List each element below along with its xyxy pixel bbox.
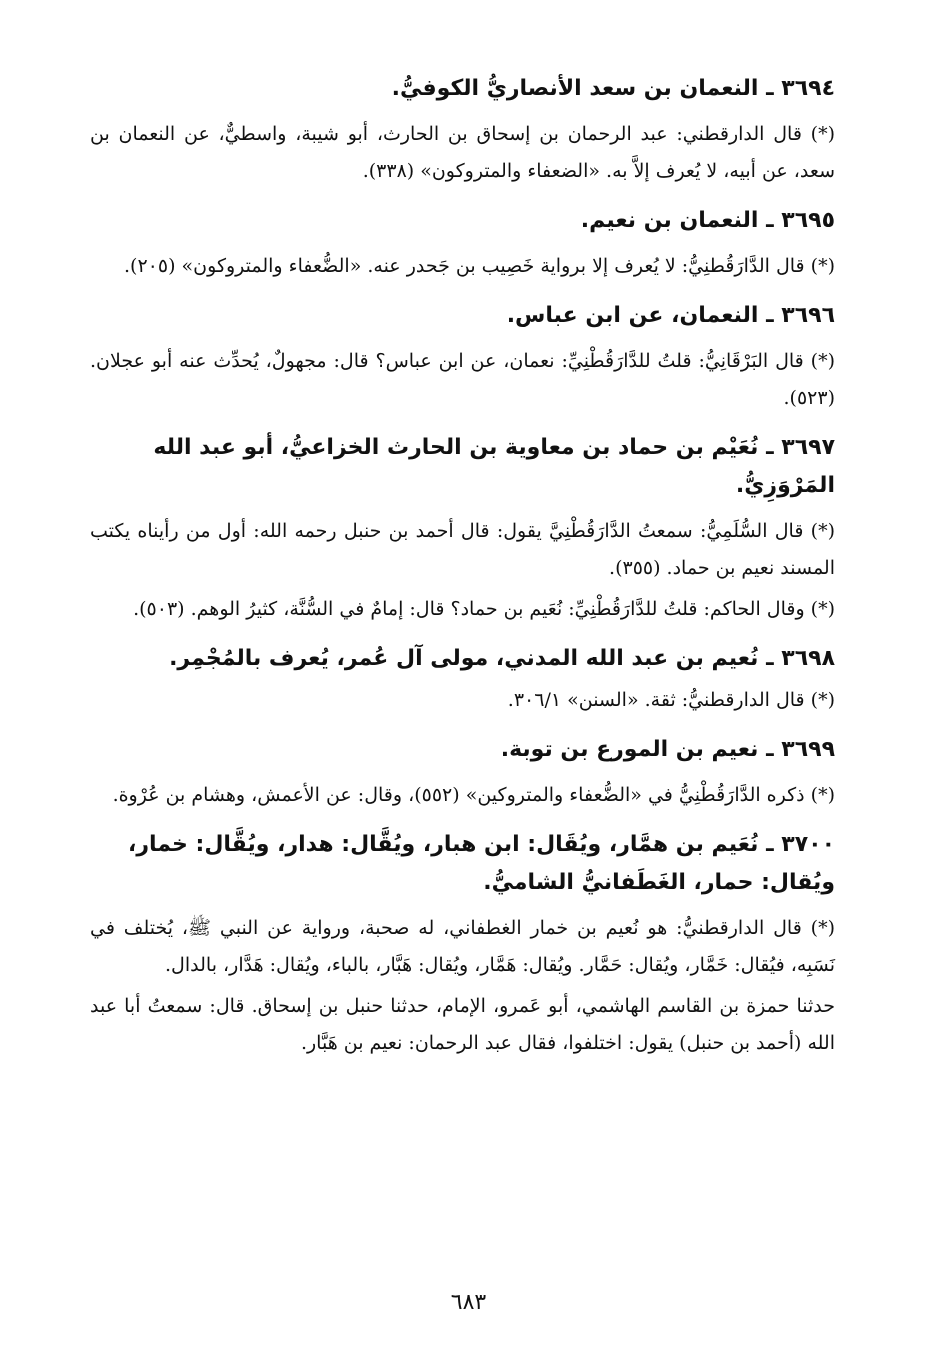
entry-paragraph: (*) قال البَرْقَانِيُّ: قلتُ للدَّارَقُطْنِيِّ: نعمان، عن ابن عباس؟ قال: مجهولٌ، يُحدِّث عنه أبو عجلان. (٥٢٣). (90, 350, 835, 409)
entry-paragraph: (*) قال السُّلَمِيُّ: سمعتُ الدَّارَقُطْنِيَّ يقول: قال أحمد بن حنبل رحمه الله: أول من رأيناه يكتب المسند نعيم بن حماد. (٣٥٥). (90, 520, 835, 579)
entry-3700 (90, 826, 835, 1062)
entry-3699 (90, 731, 835, 814)
entry-heading: ٣٦٩٨ ـ نُعيم بن عبد الله المدني، مولى آل عُمر، يُعرف بالمُجْمِر. (169, 646, 835, 671)
entry-paragraph: (*) قال الدارقطني: عبد الرحمان بن إسحاق بن الحارث، أبو شيبة، واسطيٌّ، عن النعمان بن سعد، عن أبيه، لا يُعرف إلاَّ به. «الضعفاء والمتروكون» (٣٣٨). (90, 123, 835, 182)
entry-3696 (90, 297, 835, 417)
page-number: ٦٨٣ (450, 1290, 487, 1315)
entry-paragraph: حدثنا حمزة بن القاسم الهاشمي، أبو عَمرو، الإمام، حدثنا حنبل بن إسحاق. قال: سمعتُ أبا عبد الله (أحمد بن حنبل) يقول: اختلفوا، فقال عبد الرحمان: نعيم بن هَبَّار. (90, 995, 835, 1054)
entry-heading: ٣٧٠٠ ـ نُعَيم بن همَّار، ويُقَال: ابن هبار، ويُقَّال: هدار، ويُقَّال: خمار، ويُقال: حمار، الغَطَفانيُّ الشاميُّ. (127, 832, 835, 895)
entry-heading: ٣٦٩٧ ـ نُعَيْم بن حماد بن معاوية بن الحارث الخزاعيُّ، أبو عبد الله المَرْوَزِيُّ. (153, 435, 835, 498)
entry-paragraph: (*) قال الدارقطنيُّ: هو نُعيم بن خمار الغطفاني، له صحبة، ورواية عن النبي ﷺ، يُختلف في نَسَبِه، فيُقال: خَمَّار، ويُقال: حَمَّار. ويُقال: هَمَّار، ويُقال: هَبَّار، بالباء، ويُقال: هَدَّار، بالدال. (90, 917, 835, 976)
entry-paragraph: (*) قال الدارقطنيُّ: ثقة. «السنن» ٣٠٦/١. (507, 689, 835, 711)
entry-3695 (90, 202, 835, 285)
entry-heading: ٣٦٩٦ ـ النعمان، عن ابن عباس. (506, 303, 835, 328)
entry-heading: ٣٦٩٤ ـ النعمان بن سعد الأنصاريُّ الكوفيُّ. (391, 76, 835, 101)
entry-3694 (90, 70, 835, 190)
entry-3698 (90, 640, 835, 719)
entry-heading: ٣٦٩٩ ـ نعيم بن المورع بن توبة. (500, 737, 835, 762)
entry-paragraph: (*) ذكره الدَّارَقُطْنِيُّ في «الضُّعفاء والمتروكين» (٥٥٢)، وقال: عن الأعمش، وهشام بن عُرْوة. (112, 784, 835, 806)
page-body (90, 70, 835, 1074)
entry-3697 (90, 429, 835, 628)
entry-paragraph: (*) وقال الحاكم: قلتُ للدَّارَقُطْنِيِّ: نُعَيم بن حماد؟ قال: إمامٌ في السُّنَّة، كثيرُ الوهم. (٥٠٣). (133, 598, 835, 620)
entry-heading: ٣٦٩٥ ـ النعمان بن نعيم. (580, 208, 835, 233)
entry-paragraph: (*) قال الدَّارَقُطنِيُّ: لا يُعرف إلا برواية خَصِيب بن جَحدر عنه. «الضُّعفاء والمتروكون» (٢٠٥). (124, 255, 835, 277)
